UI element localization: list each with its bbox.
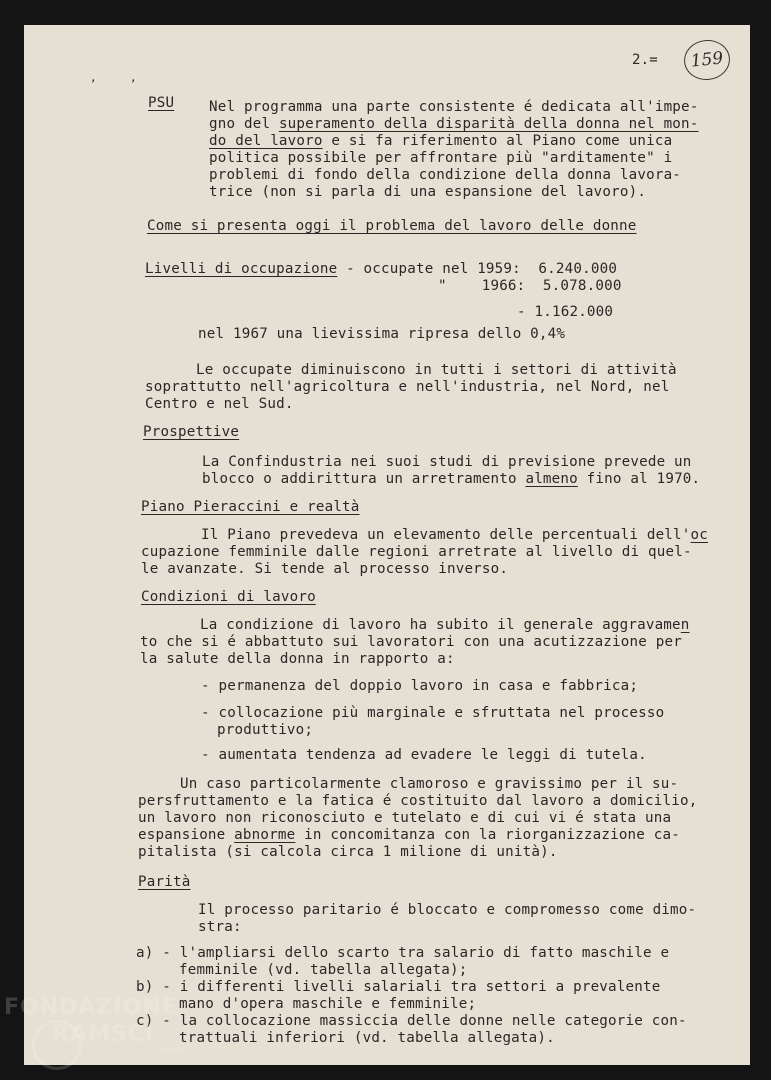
- parita-line-1: Il processo paritario é bloccato e compromesso come dimo-: [198, 902, 697, 918]
- watermark-logo: FONDAZIONE: [4, 995, 178, 1020]
- page-number: 2.=: [632, 52, 658, 68]
- condizioni-bullet-2-cont: produttivo;: [217, 722, 314, 738]
- parita-item-b: b) - i differenti livelli salariali tra settori a prevalente: [136, 979, 661, 995]
- margin-tick-mark: ,: [90, 71, 97, 84]
- section-heading-main: Come si presenta oggi il problema del lavoro delle donne: [147, 218, 637, 234]
- condizioni-bullet-3: - aumentata tendenza ad evadere le leggi di tutela.: [201, 747, 647, 763]
- domicilio-line-2: persfruttamento e la fatica é costituito dal lavoro a domicilio,: [138, 793, 698, 809]
- parita-item-c-cont: trattuali inferiori (vd. tabella allegata).: [179, 1030, 555, 1046]
- livelli-line-2: " 1966: 5.078.000: [438, 278, 622, 294]
- parita-item-a: a) - l'ampliarsi dello scarto tra salario di fatto maschile e: [136, 945, 670, 961]
- watermark-onlus: onlus: [158, 1046, 183, 1056]
- domicilio-line-1: Un caso particolarmente clamoroso e gravissimo per il su-: [180, 776, 679, 792]
- margin-tick-mark: ,: [130, 71, 137, 84]
- archive-stamp-number: 159: [682, 38, 732, 83]
- parita-item-b-cont: mano d'opera maschile e femminile;: [179, 996, 477, 1012]
- psu-line-2: gno del superamento della disparità della donna nel mon-: [209, 116, 699, 132]
- parita-item-a-cont: femminile (vd. tabella allegata);: [179, 962, 468, 978]
- condizioni-bullet-2: - collocazione più marginale e sfruttata nel processo: [201, 705, 665, 721]
- parita-line-2: stra:: [198, 919, 242, 935]
- occupate-line-3: Centro e nel Sud.: [145, 396, 294, 412]
- psu-line-6: trice (non si parla di una espansione del lavoro).: [209, 184, 647, 200]
- domicilio-line-5: pitalista (si calcola circa 1 milione di unità).: [138, 844, 558, 860]
- piano-line-1: Il Piano prevedeva un elevamento delle percentuali dell'oc: [201, 527, 709, 543]
- parita-item-c: c) - la collocazione massiccia delle donne nelle categorie con-: [136, 1013, 687, 1029]
- prospettive-line-1: La Confindustria nei suoi studi di previsione prevede un: [202, 454, 692, 470]
- occupate-line-2: soprattutto nell'agricoltura e nell'industria, nel Nord, nel: [145, 379, 670, 395]
- psu-line-1: Nel programma una parte consistente é dedicata all'impe-: [209, 99, 699, 115]
- document-page: [24, 25, 750, 1065]
- condizioni-line-2: to che si é abbattuto sui lavoratori con una acutizzazione per: [140, 634, 682, 650]
- psu-label: PSU: [148, 95, 175, 111]
- piano-line-2: cupazione femminile dalle regioni arretrate al livello di quel-: [141, 544, 692, 560]
- domicilio-line-3: un lavoro non riconosciuto e tutelato e di cui vi é stata una: [138, 810, 672, 826]
- watermark-logo-line-2: RAMSCI: [52, 1022, 155, 1047]
- condizioni-heading: Condizioni di lavoro: [141, 589, 316, 605]
- psu-line-3: do del lavoro e si fa riferimento al Piano come unica: [209, 133, 673, 149]
- domicilio-line-4: espansione abnorme in concomitanza con la riorganizzazione ca-: [138, 827, 681, 843]
- psu-line-4: politica possibile per affrontare più "arditamente" i: [209, 150, 673, 166]
- occupate-line-1: Le occupate diminuiscono in tutti i settori di attività: [196, 362, 677, 378]
- prospettive-line-2: blocco o addirittura un arretramento almeno fino al 1970.: [202, 471, 701, 487]
- parita-heading: Parità: [138, 874, 191, 890]
- piano-line-3: le avanzate. Si tende al processo inverso.: [141, 561, 509, 577]
- livelli-1967: nel 1967 una lievissima ripresa dello 0,4%: [198, 326, 566, 342]
- condizioni-bullet-1: - permanenza del doppio lavoro in casa e fabbrica;: [201, 678, 639, 694]
- psu-line-5: problemi di fondo della condizione della donna lavora-: [209, 167, 682, 183]
- condizioni-line-3: la salute della donna in rapporto a:: [140, 651, 455, 667]
- piano-heading: Piano Pieraccini e realtà: [141, 499, 360, 515]
- condizioni-line-1: La condizione di lavoro ha subito il generale aggravamen: [200, 617, 690, 633]
- prospettive-heading: Prospettive: [143, 424, 240, 440]
- livelli-difference: - 1.162.000: [517, 304, 614, 320]
- livelli-line-1: Livelli di occupazione - occupate nel 1959: 6.240.000: [145, 261, 618, 277]
